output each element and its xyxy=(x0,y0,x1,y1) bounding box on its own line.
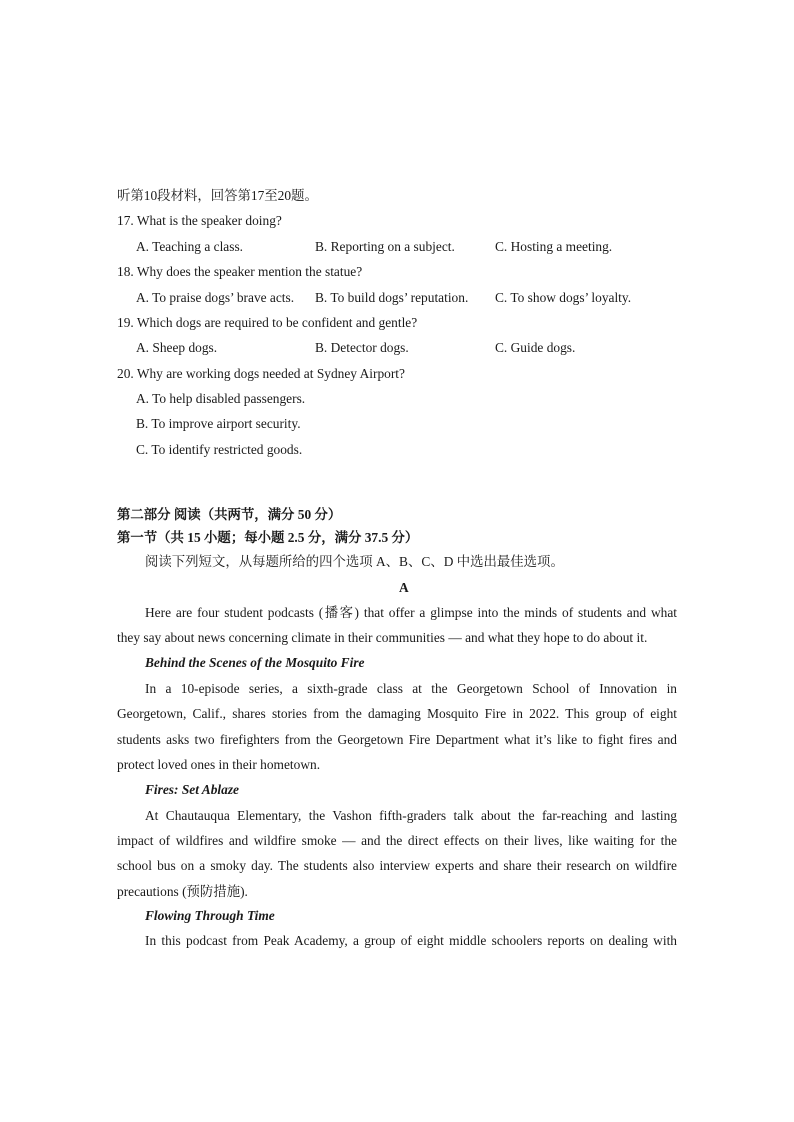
question-19-stem: 19. Which dogs are required to be confident and gentle? xyxy=(117,315,418,330)
question-17-option-a: A. Teaching a class. xyxy=(136,239,244,254)
podcast-1-line-3: students asks two firefighters from the Georgetown Fire Department what it’s like to fight fires and xyxy=(117,732,677,747)
question-17-stem: 17. What is the speaker doing? xyxy=(117,213,282,228)
question-20-option-c: C. To identify restricted goods. xyxy=(136,442,303,457)
part-two-title: 第二部分 阅读（共两节，满分 50 分） xyxy=(117,507,342,522)
question-20-option-b: B. To improve airport security. xyxy=(136,416,301,431)
listening-intro: 听第10段材料，回答第17至20题。 xyxy=(117,188,318,203)
question-18-stem: 18. Why does the speaker mention the statue? xyxy=(117,264,363,279)
question-20-option-a: A. To help disabled passengers. xyxy=(136,391,306,406)
passage-intro-line-2: they say about news concerning climate in their communities — and what they hope to do about it. xyxy=(117,630,648,645)
question-17-option-c: C. Hosting a meeting. xyxy=(495,239,613,254)
passage-label: A xyxy=(399,580,409,595)
podcast-2-line-1: At Chautauqua Elementary, the Vashon fifth-graders talk about the far-reaching and lasting xyxy=(145,808,677,823)
podcast-1-line-4: protect loved ones in their hometown. xyxy=(117,757,321,772)
podcast-1-line-2: Georgetown, Calif., shares stories from the damaging Mosquito Fire in 2022. This group of eight xyxy=(117,706,677,721)
question-17-option-b: B. Reporting on a subject. xyxy=(315,239,455,254)
podcast-title-flowing-through-time: Flowing Through Time xyxy=(145,908,275,923)
question-18-option-a: A. To praise dogs’ brave acts. xyxy=(136,290,295,305)
question-19-option-c: C. Guide dogs. xyxy=(495,340,576,355)
passage-intro-line-1: Here are four student podcasts (播客) that offer a glimpse into the minds of students and what xyxy=(145,605,677,620)
podcast-title-fires-set-ablaze: Fires: Set Ablaze xyxy=(145,782,239,797)
question-20-stem: 20. Why are working dogs needed at Sydney Airport? xyxy=(117,366,405,381)
podcast-1-line-1: In a 10-episode series, a sixth-grade class at the Georgetown School of Innovation in xyxy=(145,681,677,696)
podcast-3-line-1: In this podcast from Peak Academy, a group of eight middle schoolers reports on dealing with xyxy=(145,933,677,948)
question-18-option-c: C. To show dogs’ loyalty. xyxy=(495,290,632,305)
reading-instruction: 阅读下列短文，从每题所给的四个选项 A、B、C、D 中选出最佳选项。 xyxy=(145,554,564,569)
question-18-option-b: B. To build dogs’ reputation. xyxy=(315,290,469,305)
podcast-2-line-2: impact of wildfires and wildfire smoke — and the direct effects on their lives, like waiting for the xyxy=(117,833,677,848)
podcast-2-line-4: precautions (预防措施). xyxy=(117,884,248,899)
section-one-title: 第一节（共 15 小题；每小题 2.5 分，满分 37.5 分） xyxy=(117,530,419,545)
question-19-option-b: B. Detector dogs. xyxy=(315,340,409,355)
podcast-title-mosquito-fire: Behind the Scenes of the Mosquito Fire xyxy=(145,655,365,670)
podcast-2-line-3: school bus on a smoky day. The students also interview experts and share their research on wildfire xyxy=(117,858,677,873)
question-19-option-a: A. Sheep dogs. xyxy=(136,340,218,355)
